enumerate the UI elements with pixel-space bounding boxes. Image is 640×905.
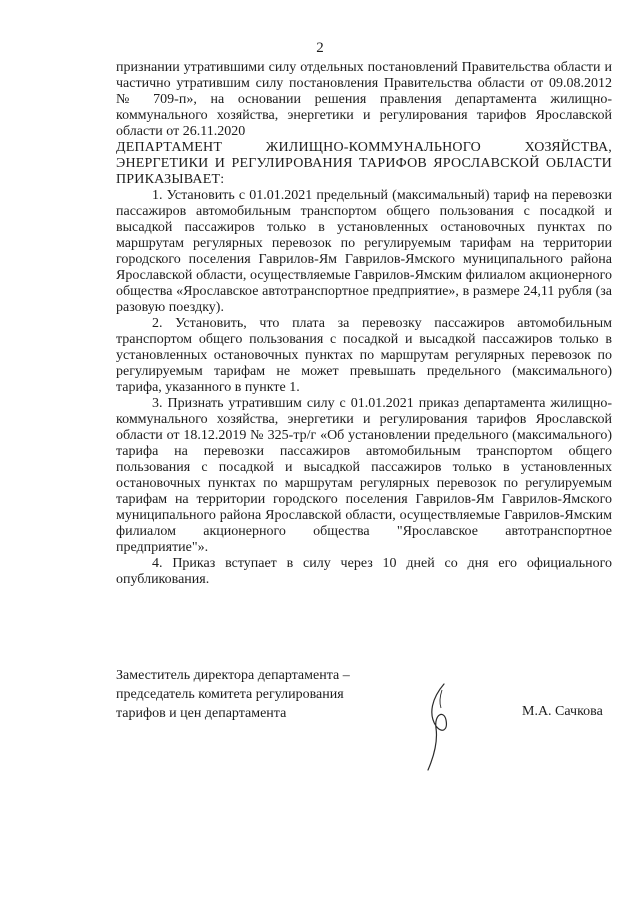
order-item-1: 1. Установить с 01.01.2021 предельный (максимальный) тариф на перевозки пассажиров автомобильным транспортом общего пользования с посадкой и высадкой пассажиров только в установленных остановочных пунктах по маршрутам регулярных перевозок по регулируемым тарифам на территории городского поселения Гаврилов-Ям Гаврилов-Ямского муниципального района Ярославской области, осуществляемые Гаврилов-Ямским филиалом акционерного общества «Ярославское автотранспортное предприятие», в размере 24,11 рубля (за разовую поездку). [116,188,612,315]
signatory-title-line: председатель комитета регулирования [116,687,344,702]
page-number: 2 [316,40,324,56]
order-item-2: 2. Установить, что плата за перевозку пассажиров автомобильным транспортом общего пользования с посадкой и высадкой пассажиров только в установленных остановочных пунктах по маршрутам регулярных перевозок по регулируемым тарифам не может превышать предельного (максимального) тарифа, указанного в пункте 1. [116,316,612,395]
signatory-title [116,666,446,723]
document-body [116,60,612,588]
intro-paragraph: признании утратившими силу отдельных постановлений Правительства области и частично утратившим силу постановления Правительства области от 09.08.2012 № 709-п», на основании решения правления департамента жилищно-коммунального хозяйства, энергетики и регулирования тарифов Ярославской области от 26.11.2020 [116,60,612,139]
signatory-title-line: тарифов и цен департамента [116,706,287,721]
handwritten-signature [422,680,462,775]
signer-name: М.А. Сачкова [522,704,603,719]
order-item-4: 4. Приказ вступает в силу через 10 дней со дня его официального опубликования. [116,556,612,587]
order-item-3: 3. Признать утратившим силу с 01.01.2021 приказ департамента жилищно-коммунального хозяйства, энергетики и регулирования тарифов Ярославской области от 18.12.2019 № 325-тр/г «Об установлении предельного (максимального) тарифа на перевозки пассажиров автомобильным транспортом общего пользования с посадкой и высадкой пассажиров только в установленных остановочных пунктах по маршрутам регулярных перевозок по регулируемым тарифам на территории городского поселения Гаврилов-Ям Гаврилов-Ямского муниципального района Ярославской области, осуществляемые Гаврилов-Ямским филиалом акционерного общества "Ярославское автотранспортное предприятие"». [116,396,612,555]
order-heading: ДЕПАРТАМЕНТ ЖИЛИЩНО-КОММУНАЛЬНОГО ХОЗЯЙСТВА, ЭНЕРГЕТИКИ И РЕГУЛИРОВАНИЯ ТАРИФОВ ЯРОСЛАВСКОЙ ОБЛАСТИ ПРИКАЗЫВАЕТ: [116,140,612,187]
signatory-title-line: Заместитель директора департамента – [116,668,350,683]
